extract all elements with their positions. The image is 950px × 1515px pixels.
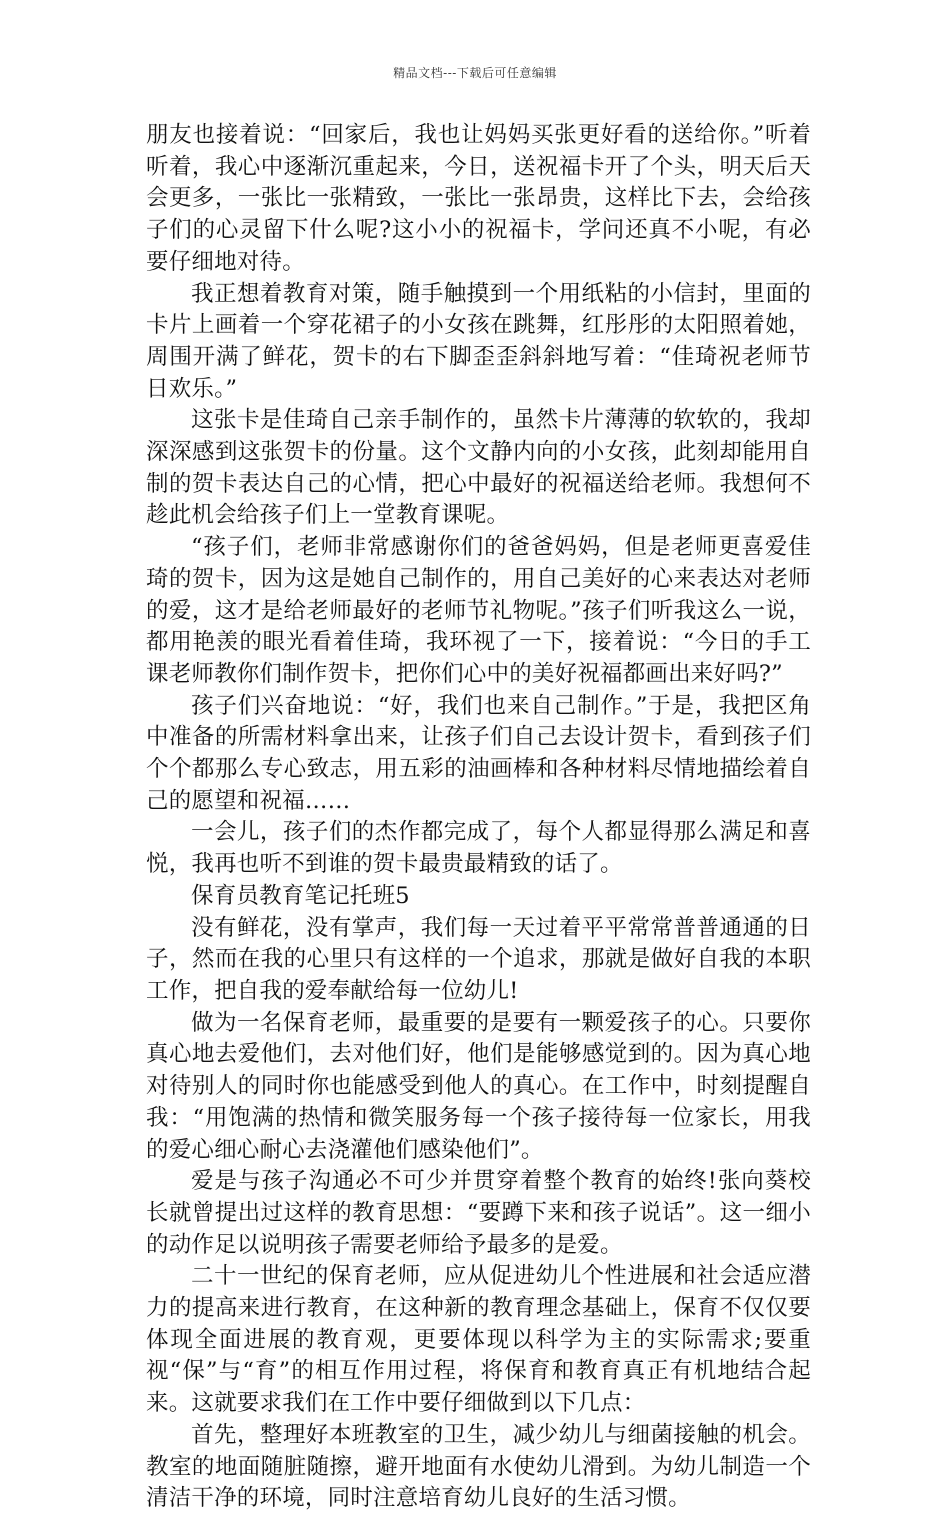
paragraph-1: 朋友也接着说：“回家后，我也让妈妈买张更好看的送给你。”听着听着，我心中逐渐沉重起来，今日，送祝福卡开了个头，明天后天会更多，一张比一张精致，一张比一张昂贵，这样比下去，会给孩子们的心灵留下什么呢?这小小的祝福卡，学问还真不小呢，有必要仔细地对待。 [146, 122, 811, 275]
paragraph-10: 二十一世纪的保育老师，应从促进幼儿个性进展和社会适应潜力的提高来进行教育，在这种新的教育理念基础上，保育不仅仅要体现全面进展的教育观，更要体现以科学为主的实际需求;要重视“保”与“育”的相互作用过程，将保育和教育真正有机地结合起来。这就要求我们在工作中要仔细做到以下几点： [146, 1263, 811, 1417]
paragraph-3: 这张卡是佳琦自己亲手制作的，虽然卡片薄薄的软软的，我却深深感到这张贺卡的份量。这个文静内向的小女孩，此刻却能用自制的贺卡表达自己的心情，把心中最好的祝福送给老师。我想何不趁此机会给孩子们上一堂教育课呢。 [146, 407, 811, 529]
document-body [146, 120, 811, 1515]
paragraph-11: 首先，整理好本班教室的卫生，减少幼儿与细菌接触的机会。教室的地面随脏随擦，避开地面有水使幼儿滑到。为幼儿制造一个清洁干净的环境，同时注意培育幼儿良好的生活习惯。 [146, 1421, 811, 1512]
paragraph-7: 没有鲜花，没有掌声，我们每一天过着平平常常普普通通的日子，然而在我的心里只有这样的一个追求，那就是做好自我的本职工作，把自我的爱奉献给每一位幼儿! [146, 914, 811, 1004]
paragraph-8: 做为一名保育老师，最重要的是要有一颗爱孩子的心。只要你真心地去爱他们，去对他们好，他们是能够感觉到的。因为真心地对待别人的同时你也能感受到他人的真心。在工作中，时刻提醒自我：“用饱满的热情和微笑服务每一个孩子接待每一位家长，用我的爱心细心耐心去浇灌他们感染他们”。 [146, 1009, 811, 1163]
paragraph-2: 我正想着教育对策，随手触摸到一个用纸粘的小信封，里面的卡片上画着一个穿花裙子的小女孩在跳舞，红彤彤的太阳照着她，周围开满了鲜花，贺卡的右下脚歪歪斜斜地写着：“佳琦祝老师节日欢乐。” [146, 280, 811, 402]
paragraph-4: “孩子们，老师非常感谢你们的爸爸妈妈，但是老师更喜爱佳琦的贺卡，因为这是她自己制作的，用自己美好的心来表达对老师的爱，这才是给老师最好的老师节礼物呢。”孩子们听我这么一说，都用艳羡的眼光看着佳琦，我环视了一下，接着说：“今日的手工课老师教你们制作贺卡，把你们心中的美好祝福都画出来好吗?” [146, 534, 811, 687]
paragraph-5: 孩子们兴奋地说：“好，我们也来自己制作。”于是，我把区角中准备的所需材料拿出来，让孩子们自己去设计贺卡，看到孩子们个个都那么专心致志，用五彩的油画棒和各种材料尽情地描绘着自己的愿望和祝福…… [146, 692, 811, 814]
paragraph-9: 爱是与孩子沟通必不可少并贯穿着整个教育的始终!张向葵校长就曾提出过这样的教育思想：“要蹲下来和孩子说话”。这一细小的动作足以说明孩子需要老师给予最多的是爱。 [146, 1168, 811, 1258]
section-title: 保育员教育笔记托班5 [191, 882, 410, 909]
paragraph-6: 一会儿，孩子们的杰作都完成了，每个人都显得那么满足和喜悦，我再也听不到谁的贺卡最贵最精致的话了。 [146, 819, 811, 878]
page-header: 精品文档---下载后可任意编辑 [393, 66, 557, 80]
